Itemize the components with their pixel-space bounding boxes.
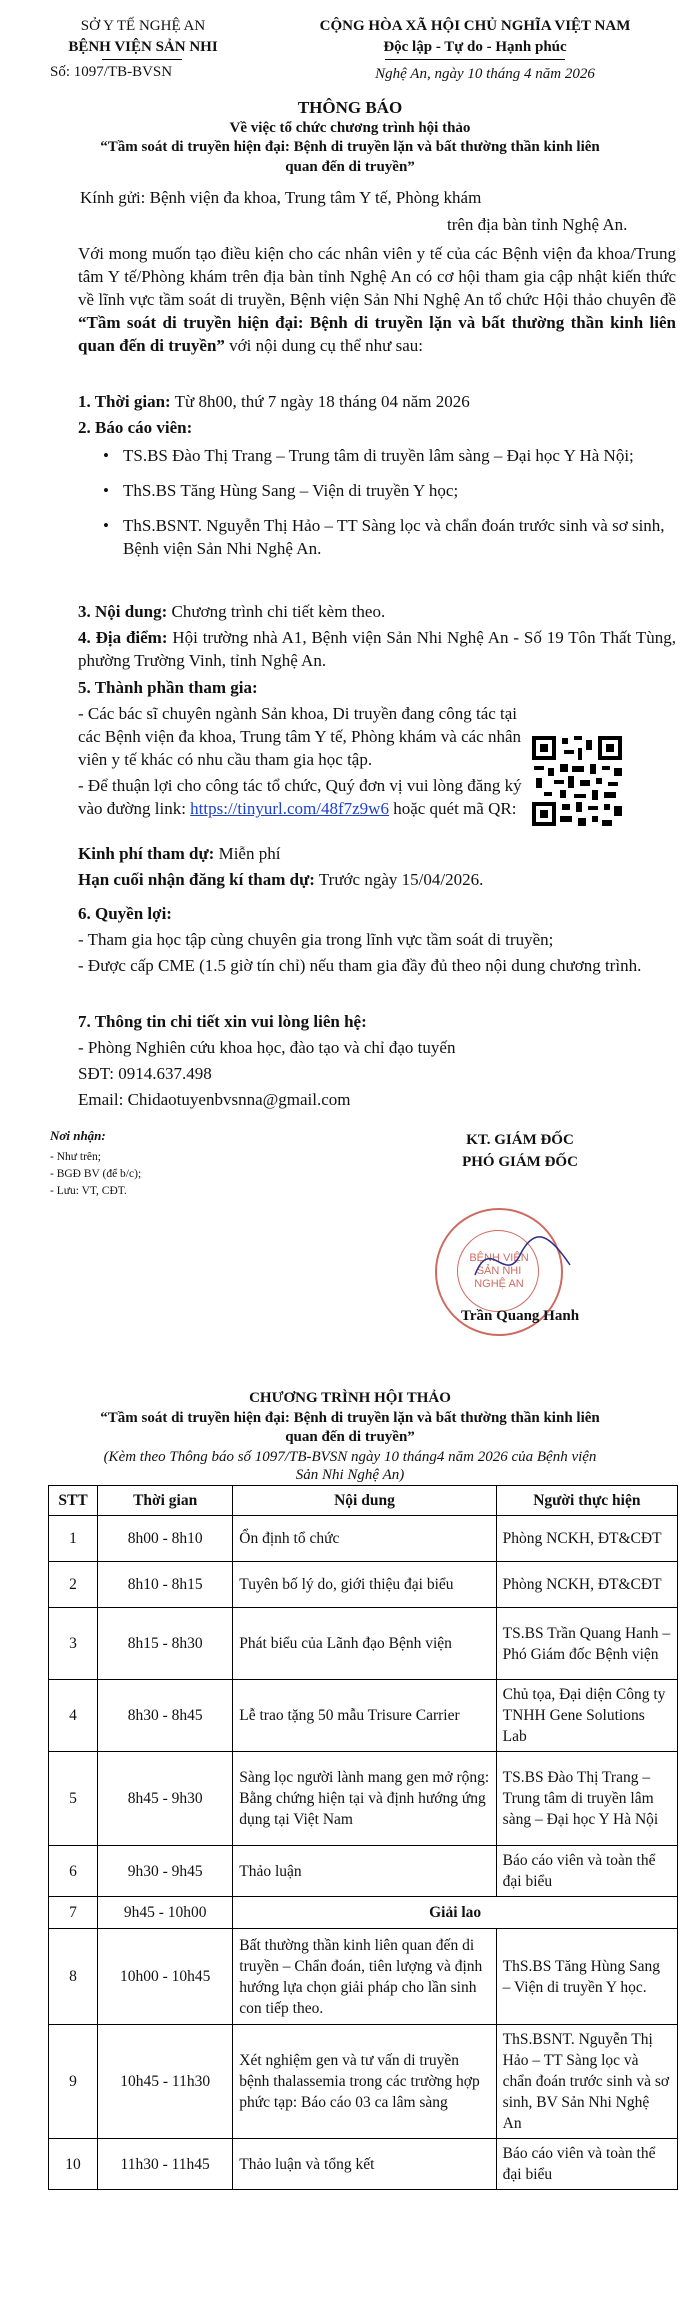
- table-row: [49, 1608, 678, 1680]
- table-cell-stt: 1: [49, 1516, 98, 1562]
- table-row: [49, 1562, 678, 1608]
- recipient-line1: Kính gửi: Bệnh viện đa khoa, Trung tâm Y tế, Phòng khám: [80, 188, 482, 207]
- contact-phone: SĐT: 0914.637.498: [78, 1064, 212, 1083]
- registration-link[interactable]: https://tinyurl.com/48f7z9w6: [190, 799, 389, 818]
- table-cell-stt: 7: [49, 1897, 98, 1929]
- table-cell-stt: 10: [49, 2139, 98, 2190]
- table-row: [49, 2139, 678, 2190]
- stamp-line: SẢN NHI: [476, 1265, 522, 1277]
- signature-scribble: [470, 1225, 580, 1295]
- program-table: [48, 1485, 678, 2190]
- doc-number: Số: 1097/TB-BVSN: [50, 64, 173, 80]
- notice-subtitle: Về việc tổ chức chương trình hội thảo: [229, 120, 471, 136]
- table-cell-who: ThS.BS Tăng Hùng Sang – Viện di truyền Y học.: [496, 1929, 677, 2025]
- notice-title: THÔNG BÁO: [297, 98, 403, 117]
- s5-text2b: hoặc quét mã QR:: [388, 799, 517, 818]
- table-cell-content: Phát biểu của Lãnh đạo Bệnh viện: [233, 1608, 496, 1680]
- column-header: Thời gian: [98, 1486, 233, 1516]
- table-cell-time: 8h00 - 8h10: [98, 1516, 233, 1562]
- table-cell-content: Thảo luận: [233, 1846, 496, 1897]
- notice-topic-line1: “Tầm soát di truyền hiện đại: Bệnh di truyền lặn và bất thường thần kinh liên: [100, 139, 600, 155]
- s6-label: 6. Quyền lợi:: [78, 904, 172, 923]
- body-text: [78, 242, 676, 357]
- section-1: [78, 390, 676, 413]
- recipient-item: - BGĐ BV (để b/c);: [50, 1168, 142, 1180]
- column-header: Nội dung: [233, 1486, 496, 1516]
- s5-text1: - Các bác sĩ chuyên ngành Sản khoa, Di truyền đang công tác tại các Bệnh viện đa khoa, Trung tâm Y tế, Phòng khám và các nhân viên y tế khác có nhu cầu tham gia học tập.: [78, 704, 521, 769]
- table-cell-content: Sàng lọc người lành mang gen mở rộng: Bằng chứng hiện tại và định hướng ứng dụng tại Việt Nam: [233, 1752, 496, 1846]
- s1-text: Từ 8h00, thứ 7 ngày 18 tháng 04 năm 2026: [170, 392, 470, 411]
- header-divider-right: [385, 59, 565, 60]
- table-cell-time: 9h45 - 10h00: [98, 1897, 233, 1929]
- date-line: Nghệ An, ngày 10 tháng 4 năm 2026: [375, 66, 595, 82]
- intro-paragraph: [78, 242, 676, 357]
- speaker-item: • ThS.BS Tăng Hùng Sang – Viện di truyền Y học;: [78, 479, 676, 502]
- qr-code[interactable]: [532, 736, 622, 826]
- deadline-line: [78, 868, 676, 891]
- signature-subtitle: PHÓ GIÁM ĐỐC: [462, 1154, 578, 1170]
- table-row: [49, 1846, 678, 1897]
- s3-text: Chương trình chi tiết kèm theo.: [167, 602, 386, 621]
- section-4: [78, 626, 676, 672]
- table-cell-content: Tuyên bố lý do, giới thiệu đại biểu: [233, 1562, 496, 1608]
- recipient-line2: trên địa bàn tỉnh Nghệ An.: [447, 215, 628, 234]
- table-cell-stt: 2: [49, 1562, 98, 1608]
- header-divider-left: [102, 59, 182, 60]
- s1-label: 1. Thời gian:: [78, 392, 171, 411]
- s5-text2: [78, 774, 526, 820]
- section-3: [78, 600, 676, 623]
- s2-label: 2. Báo cáo viên:: [78, 418, 193, 437]
- table-cell-break: Giải lao: [233, 1897, 678, 1929]
- recipient-item: - Như trên;: [50, 1151, 101, 1163]
- table-cell-stt: 9: [49, 2025, 98, 2139]
- table-cell-time: 8h45 - 9h30: [98, 1752, 233, 1846]
- notice-topic-line2: quan đến di truyền”: [285, 159, 415, 175]
- table-cell-who: TS.BS Trần Quang Hanh – Phó Giám đốc Bệnh viện: [496, 1608, 677, 1680]
- intro-text-b: với nội dung cụ thể như sau:: [224, 336, 424, 355]
- s4-text: Hội trường nhà A1, Bệnh viện Sản Nhi Nghệ An - Số 19 Tôn Thất Tùng, phường Trường Vinh, tỉnh Nghệ An.: [78, 628, 676, 670]
- table-cell-stt: 4: [49, 1680, 98, 1752]
- table-cell-content: Lễ trao tặng 50 mẫu Trisure Carrier: [233, 1680, 496, 1752]
- table-cell-who: TS.BS Đào Thị Trang – Trung tâm di truyền lâm sàng – Đại học Y Hà Nội: [496, 1752, 677, 1846]
- fee-text: Miễn phí: [214, 844, 281, 863]
- table-cell-stt: 6: [49, 1846, 98, 1897]
- table-row: [49, 1680, 678, 1752]
- s7-text1: - Phòng Nghiên cứu khoa học, đào tạo và chỉ đạo tuyến: [78, 1038, 456, 1057]
- contact-email: Email: Chidaotuyenbvsnna@gmail.com: [78, 1090, 351, 1109]
- table-cell-time: 8h10 - 8h15: [98, 1562, 233, 1608]
- s3-label: 3. Nội dung:: [78, 602, 168, 621]
- program-attach-line2: Sản Nhi Nghệ An): [295, 1467, 405, 1483]
- s5-label: 5. Thành phần tham gia:: [78, 678, 258, 697]
- table-cell-who: Báo cáo viên và toàn thể đại biểu: [496, 2139, 677, 2190]
- speaker-list: [78, 444, 676, 560]
- table-cell-who: Chủ tọa, Đại diện Công ty TNHH Gene Solutions Lab: [496, 1680, 677, 1752]
- nation-motto: Độc lập - Tự do - Hạnh phúc: [383, 39, 567, 55]
- program-title: CHƯƠNG TRÌNH HỘI THẢO: [249, 1390, 451, 1406]
- s6-text1: - Tham gia học tập cùng chuyên gia trong lĩnh vực tầm soát di truyền;: [78, 930, 554, 949]
- fee-label: Kinh phí tham dự:: [78, 844, 215, 863]
- program-topic-line2: quan đến di truyền”: [285, 1429, 415, 1445]
- deadline-label: Hạn cuối nhận đăng kí tham dự:: [78, 870, 315, 889]
- stamp-line: NGHỆ AN: [474, 1278, 524, 1290]
- table-cell-stt: 5: [49, 1752, 98, 1846]
- intro-text-a: Với mong muốn tạo điều kiện cho các nhân viên y tế của các Bệnh viện đa khoa/Trung tâm Y tế/Phòng khám trên địa bàn tỉnh Nghệ An có cơ hội tham gia cập nhật kiến thức về lĩnh vực tầm soát di truyền, Bệnh viện Sản Nhi Nghệ An tổ chức Hội thảo chuyên đề: [78, 244, 676, 309]
- speaker-item: • ThS.BSNT. Nguyễn Thị Hảo – TT Sàng lọc và chẩn đoán trước sinh và sơ sinh, Bệnh viện Sản Nhi Nghệ An.: [78, 514, 676, 560]
- program-attach-line1: (Kèm theo Thông báo số 1097/TB-BVSN ngày 10 tháng4 năm 2026 của Bệnh viện: [103, 1449, 597, 1465]
- table-cell-stt: 3: [49, 1608, 98, 1680]
- table-cell-stt: 8: [49, 1929, 98, 2025]
- recipient-item: - Lưu: VT, CĐT.: [50, 1185, 127, 1197]
- recipients-title: Nơi nhận:: [50, 1128, 106, 1143]
- fee-line: [78, 842, 676, 865]
- ministry-name: SỞ Y TẾ NGHỆ AN: [80, 18, 206, 34]
- table-cell-content: Xét nghiệm gen và tư vấn di truyền bệnh thalassemia trong các trường hợp phức tạp: Báo cáo 03 ca lâm sàng: [233, 2025, 496, 2139]
- table-cell-content: Bất thường thần kinh liên quan đến di truyền – Chẩn đoán, tiên lượng và định hướng lựa chọn giải pháp cho lần sinh con tiếp theo.: [233, 1929, 496, 2025]
- table-cell-time: 9h30 - 9h45: [98, 1846, 233, 1897]
- table-cell-content: Thảo luận và tổng kết: [233, 2139, 496, 2190]
- table-row: [49, 1929, 678, 2025]
- table-row: [49, 2025, 678, 2139]
- table-cell-time: 10h00 - 10h45: [98, 1929, 233, 2025]
- table-cell-time: 8h15 - 8h30: [98, 1608, 233, 1680]
- intro-topic: “Tầm soát di truyền hiện đại: Bệnh di truyền lặn và bất thường thần kinh liên quan đến di truyền”: [78, 313, 676, 355]
- s7-label: 7. Thông tin chi tiết xin vui lòng liên hệ:: [78, 1012, 367, 1031]
- table-cell-who: ThS.BSNT. Nguyễn Thị Hảo – TT Sàng lọc và chẩn đoán trước sinh và sơ sinh, BV Sản Nhi Nghệ An: [496, 2025, 677, 2139]
- s4-label: 4. Địa điểm:: [78, 628, 168, 647]
- table-cell-time: 11h30 - 11h45: [98, 2139, 233, 2190]
- hospital-name: BỆNH VIỆN SẢN NHI: [68, 39, 218, 55]
- table-header-row: [49, 1486, 678, 1516]
- table-cell-who: Báo cáo viên và toàn thể đại biểu: [496, 1846, 677, 1897]
- signature-title: KT. GIÁM ĐỐC: [466, 1132, 574, 1148]
- speaker-item: • TS.BS Đào Thị Trang – Trung tâm di truyền lâm sàng – Đại học Y Hà Nội;: [78, 444, 676, 467]
- stamp-line: BỆNH VIỆN: [469, 1252, 529, 1264]
- deadline-text: Trước ngày 15/04/2026.: [314, 870, 484, 889]
- s6-text2: - Được cấp CME (1.5 giờ tín chỉ) nếu tham gia đầy đủ theo nội dung chương trình.: [78, 956, 642, 975]
- table-cell-time: 10h45 - 11h30: [98, 2025, 233, 2139]
- table-row: [49, 1752, 678, 1846]
- program-topic-line1: “Tầm soát di truyền hiện đại: Bệnh di truyền lặn và bất thường thần kinh liên: [100, 1410, 600, 1426]
- table-cell-who: Phòng NCKH, ĐT&CĐT: [496, 1516, 677, 1562]
- column-header: Người thực hiện: [496, 1486, 677, 1516]
- table-row: [49, 1897, 678, 1929]
- table-cell-time: 8h30 - 8h45: [98, 1680, 233, 1752]
- table-row: [49, 1516, 678, 1562]
- nation-title: CỘNG HÒA XÃ HỘI CHỦ NGHĨA VIỆT NAM: [319, 18, 631, 34]
- table-cell-content: Ổn định tổ chức: [233, 1516, 496, 1562]
- column-header: STT: [49, 1486, 98, 1516]
- table-cell-who: Phòng NCKH, ĐT&CĐT: [496, 1562, 677, 1608]
- s5-text2a: - Để thuận lợi cho công tác tổ chức, Quý đơn vị vui lòng đăng ký vào đường link:: [78, 776, 522, 818]
- signer-name: Trần Quang Hanh: [460, 1308, 580, 1324]
